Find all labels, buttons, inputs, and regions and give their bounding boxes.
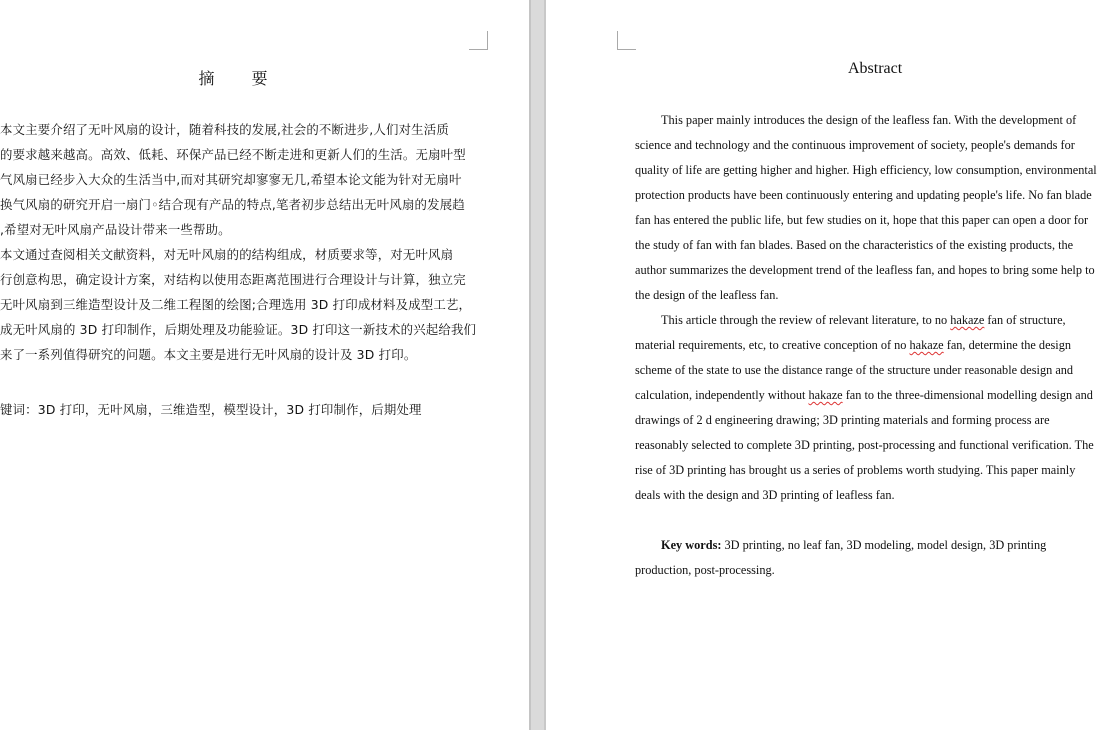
- english-abstract-line: [661, 313, 1066, 328]
- english-abstract-line: protection products have been continuously entering and updating people's life. No fan blade: [635, 188, 1092, 202]
- chinese-abstract-line: 气风扇已经步入大众的生活当中,而对其研究却寥寥无几,希望本论文能为针对无扇叶: [0, 172, 462, 187]
- english-abstract-line: author summarizes the development trend of the leafless fan, and hopes to bring some help to: [635, 263, 1095, 277]
- page-edge-shadow: [529, 0, 531, 730]
- english-abstract-line: reasonably selected to complete 3D printing, post-processing and functional verification. The: [635, 438, 1094, 452]
- chinese-keywords: 键词：3D 打印，无叶风扇，三维造型，模型设计，3D 打印制作，后期处理: [0, 402, 422, 417]
- english-abstract-line: [635, 388, 1093, 403]
- chinese-abstract-line: 换气风扇的研究开启一扇门◦结合现有产品的特点,笔者初步总结出无叶风扇的发展趋: [0, 197, 465, 212]
- english-abstract-line: quality of life are getting higher and higher. High efficiency, low consumption, environmental: [635, 163, 1097, 177]
- text-run: fan of structure,: [984, 313, 1066, 327]
- chinese-abstract-line: 无叶风扇到三维造型设计及二维工程图的绘图;合理选用 3D 打印成材料及成型工艺，: [0, 297, 472, 312]
- page-left: [0, 0, 529, 730]
- chinese-abstract-line: ,希望对无叶风扇产品设计带来一些帮助。: [0, 222, 231, 237]
- english-abstract-line: drawings of 2 d engineering drawing; 3D printing materials and forming process are: [635, 413, 1050, 427]
- english-keywords: [661, 538, 1046, 553]
- spellcheck-word[interactable]: hakaze: [950, 313, 985, 327]
- spellcheck-word[interactable]: hakaze: [808, 388, 843, 402]
- english-abstract-line: fan has entered the public life, but few studies on it, hope that this paper can open a door for: [635, 213, 1089, 227]
- text-run: fan, determine the design: [943, 338, 1072, 352]
- english-abstract-line: rise of 3D printing has brought us a series of problems worth studying. This paper mainly: [635, 463, 1076, 477]
- english-keywords-continued: production, post-processing.: [635, 563, 775, 577]
- keywords-label: Key words:: [661, 538, 722, 552]
- chinese-abstract-title: 摘 要: [198, 69, 284, 88]
- spellcheck-word[interactable]: hakaze: [909, 338, 944, 352]
- text-run: fan to the three-dimensional modelling design and: [842, 388, 1093, 402]
- text-run: calculation, independently without: [635, 388, 809, 402]
- margin-corner-mark: [469, 31, 488, 50]
- keywords-text: 3D printing, no leaf fan, 3D modeling, model design, 3D printing: [721, 538, 1047, 552]
- margin-corner-mark: [617, 31, 636, 50]
- chinese-abstract-line: 来了一系列值得研究的问题。本文主要是进行无叶风扇的设计及 3D 打印。: [0, 347, 417, 362]
- english-abstract-title: Abstract: [848, 60, 903, 77]
- text-run: This article through the review of relevant literature, to no: [661, 313, 951, 327]
- english-abstract-line: scheme of the state to use the distance range of the structure under reasonable design and: [635, 363, 1074, 377]
- chinese-abstract-line: 成无叶风扇的 3D 打印制作，后期处理及功能验证。3D 打印这一新技术的兴起给我们: [0, 322, 477, 337]
- chinese-abstract-line: 行创意构思，确定设计方案，对结构以使用态距离范围进行合理设计与计算，独立完: [0, 272, 466, 287]
- english-abstract-line: science and technology and the continuous improvement of society, people's demands for: [635, 138, 1075, 152]
- english-abstract-line: [635, 338, 1071, 353]
- english-abstract-line: the design of the leafless fan.: [635, 288, 779, 302]
- chinese-abstract-line: 本文主要介绍了无叶风扇的设计，随着科技的发展,社会的不断进步,人们对生活质: [0, 122, 449, 137]
- english-abstract-line: deals with the design and 3D printing of leafless fan.: [635, 488, 895, 502]
- text-run: material requirements, etc, to creative conception of no: [635, 338, 910, 352]
- english-abstract-line: the study of fan with fan blades. Based on the characteristics of the existing products, the: [635, 238, 1074, 252]
- english-abstract-line: This paper mainly introduces the design of the leafless fan. With the development of: [661, 113, 1077, 127]
- chinese-abstract-line: 的要求越来越高。高效、低耗、环保产品已经不断走进和更新人们的生活。无扇叶型: [0, 147, 466, 162]
- chinese-abstract-line: 本文通过查阅相关文献资料，对无叶风扇的的结构组成，材质要求等，对无叶风扇: [0, 247, 454, 262]
